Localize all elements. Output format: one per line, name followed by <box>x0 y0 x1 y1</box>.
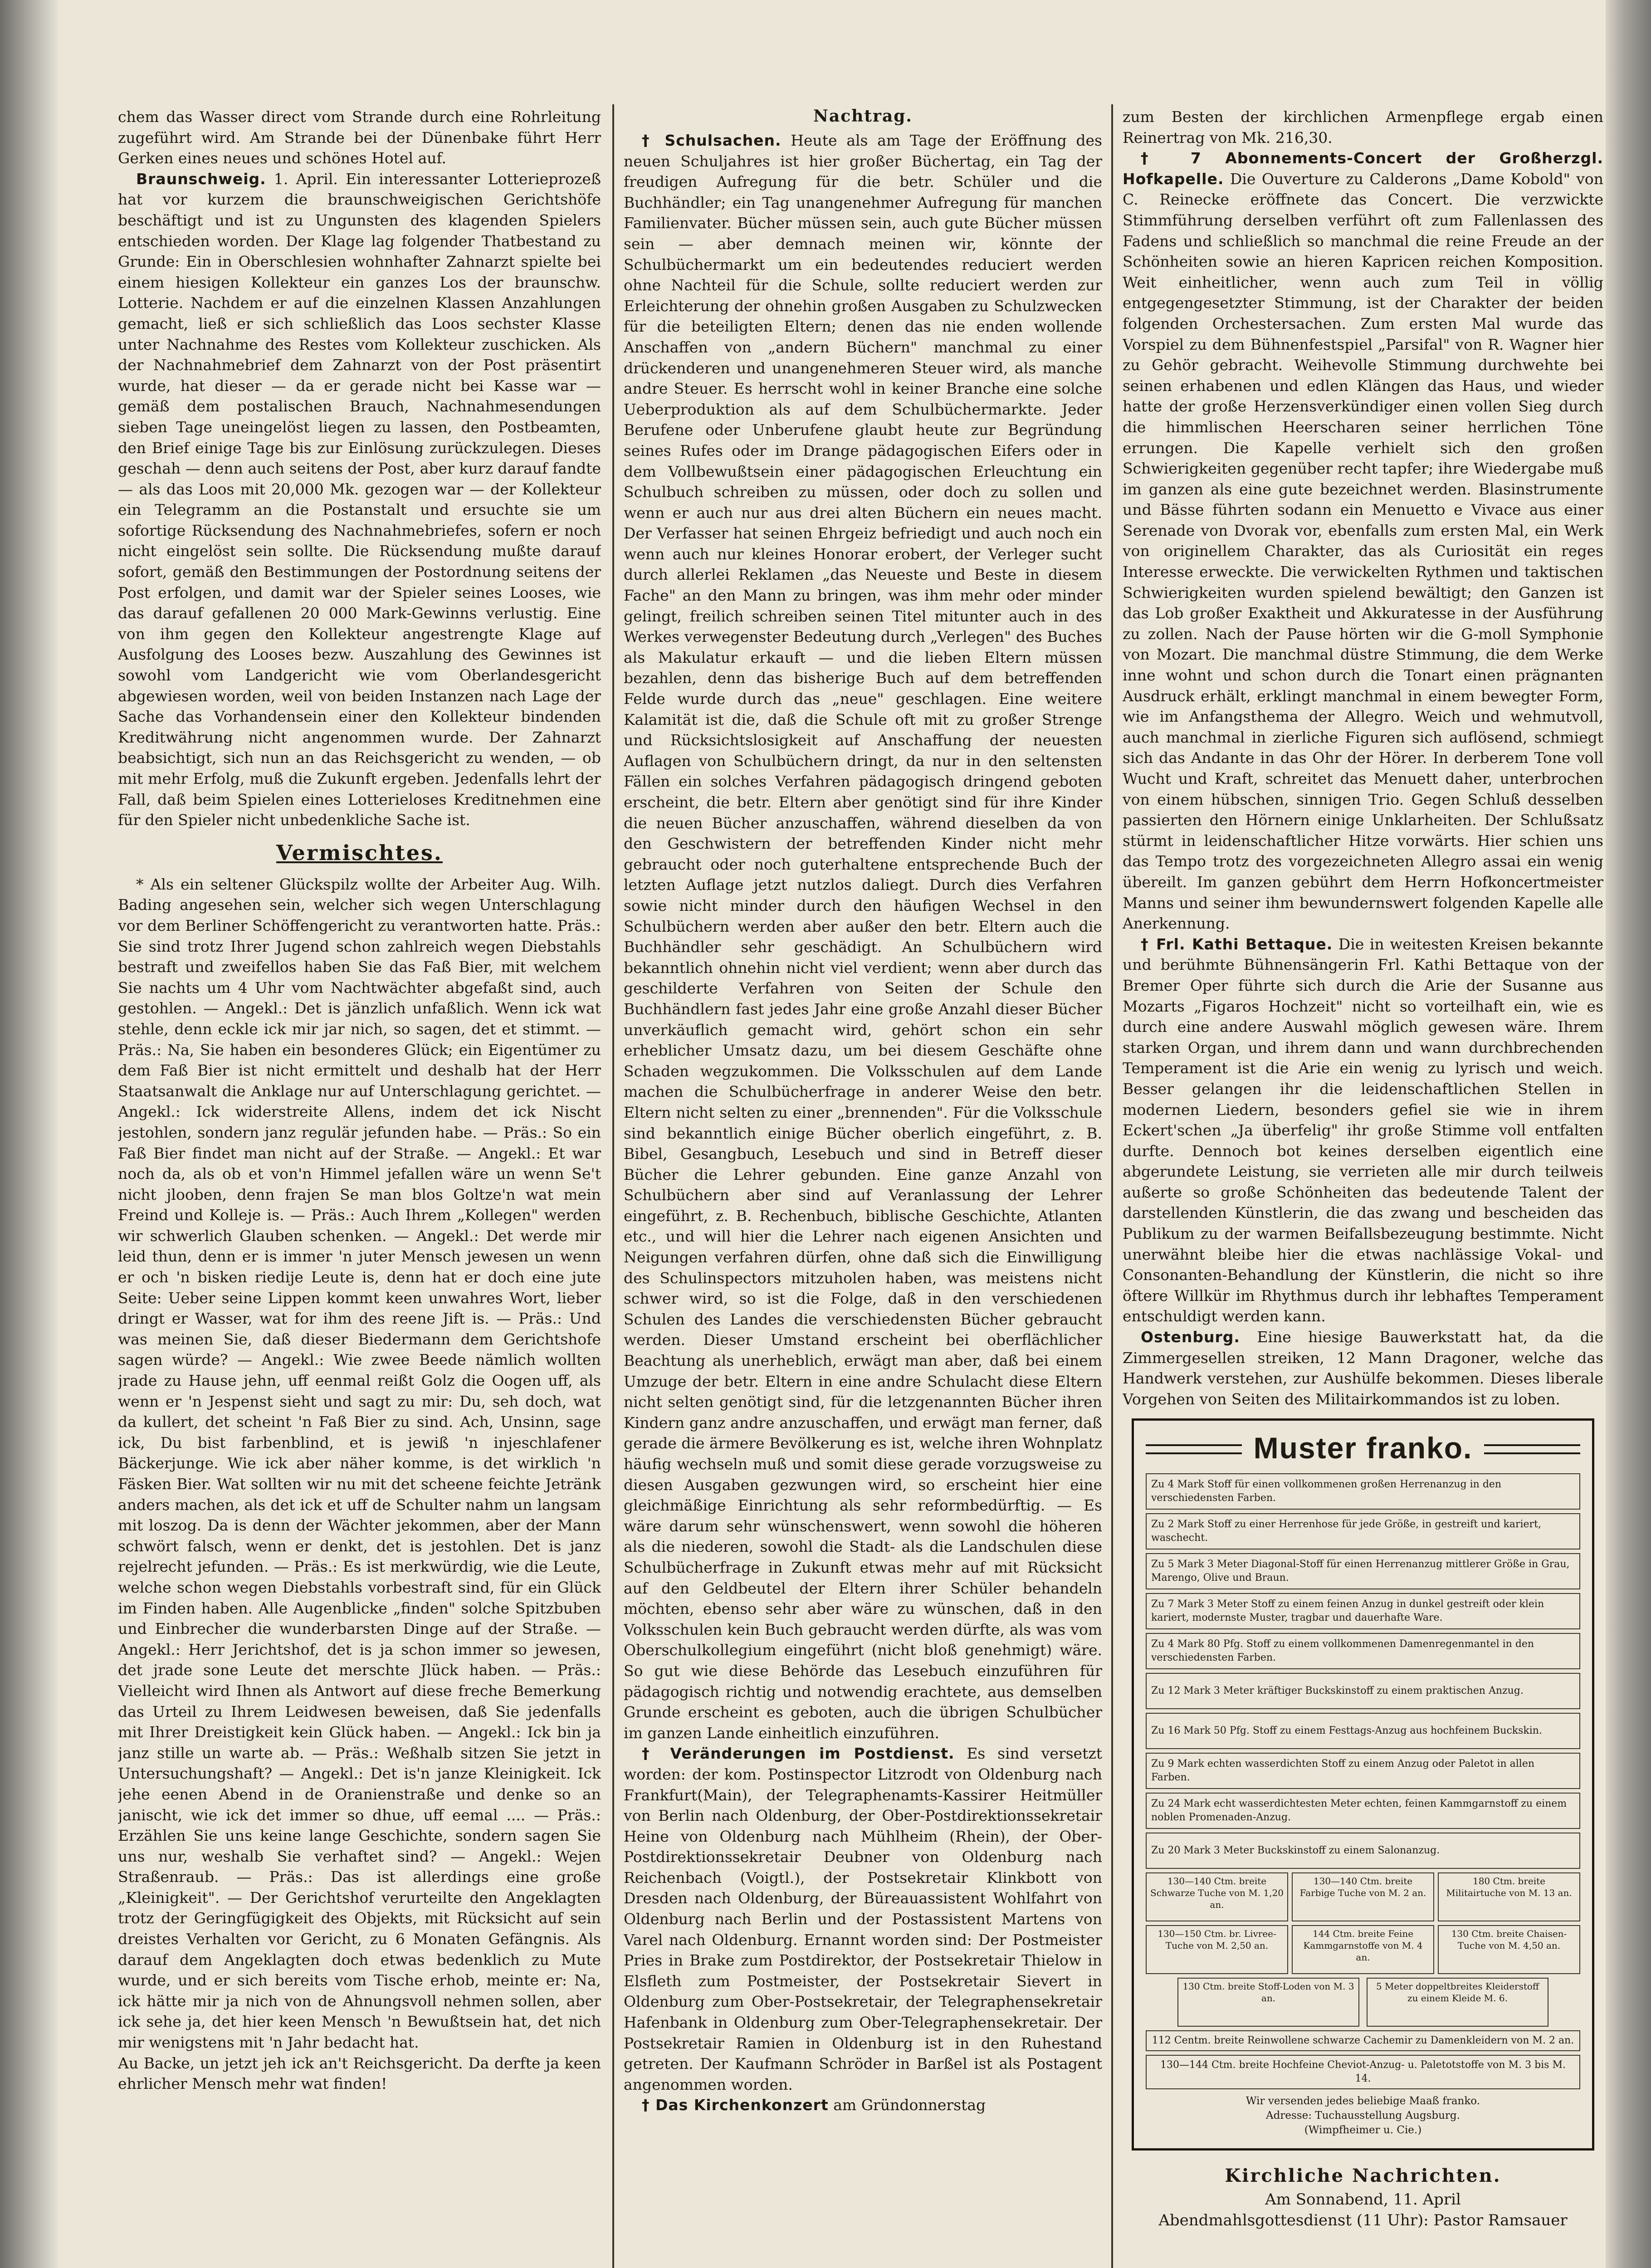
abonnement-concert-text: Die Ouverture zu Calderons „Dame Kobold" von C. Reinecke eröffnete das Concert. Die verzwickte Stimmführung derselben verführt oft zum Fallenlassen des Fadens und schließlich so manchmal die reine Freude an der Schönheiten sowie an hieren Kapricen reichen Komposition. Weit einheitlicher, wenn auch zum Teil in völlig entgegengesetzter Stimmung, ist der Charakter der beiden folgenden Orchestersachen. Zum ersten Mal wurde das Vorspiel zu dem Bühnenfestspiel „Parsifal" von R. Wagner hier zu Gehör gebracht. Weihevolle Stimmung durchwehte bei seinen erhabenen und edlen Klängen das Haus, und wieder hatte der große Herzensverkündiger einen vollen Sieg durch die himmlischen Heerscharen seiner herrlichen Töne errungen. Die Kapelle verhielt sich den großen Schwierigkeiten gegenüber recht tapfer; ihre Wiedergabe muß im ganzen als eine gute bezeichnet werden. Blasinstrumente und Bässe führten sodann ein Menuetto e Vivace aus einer Serenade von Dvorak vor, ebenfalls zum ersten Mal, ein Werk von originellem Charakter, das als Curiosität ein reges Interesse erweckte. Die verwickelten Rythmen und taktischen Schwierigkeiten wurden spielend bewältigt; den Ganzen ist das Lob großer Exaktheit und Akkuratesse in der Ausführung zu zollen. Nach der Pause hörten wir die G-moll Symphonie von Mozart. Die manchmal düstre Stimmung, die dem Werke inne wohnt und schon durch die Tonart einen prägnanten Ausdruck erhält, erklingt manchmal in einem bewegter Form, wie im Anfangsthema der Allegro. Weich und wehmutvoll, auch manchmal in zierliche Figuren sich auflösend, schmiegt sich das Andante in das Ohr der Hörer. In derberem Tone voll Wucht und Kraft, schreitet das Menuett daher, unterbrochen von einem hübschen, sinnigen Trio. Gegen Schluß desselben passierten den Hörnern einige Unklarheiten. Der Schlußsatz stürmt in leidenschaftlicher Hitze vorwärts. Hier schien uns das Tempo trotz des vorgezeichneten Allegro assai ein wenig übereilt. Im ganzen gebührt dem Herrn Hofkoncertmeister Manns und seiner ihm bewundernswert folgenden Kapelle alle Anerkennung. <box>1123 170 1603 933</box>
ad-cell: 130—140 Ctm. breite Schwarze Tuche von M. 1,20 an. <box>1146 1872 1288 1921</box>
ostenburg-heading: Ostenburg. <box>1141 1328 1240 1346</box>
kirchenkonzert-heading: † Das Kirchenkonzert <box>642 2096 829 2114</box>
ad-footer <box>1146 2094 1580 2137</box>
ostenburg-article <box>1123 1327 1603 1409</box>
ad-row: Zu 16 Mark 50 Pfg. Stoff zu einem Festtags-Anzug aus hochfeinem Buckskin. <box>1146 1713 1580 1749</box>
bettaque-heading: † Frl. Kathi Bettaque. <box>1141 935 1333 953</box>
ad-grid-row-1 <box>1146 1872 1580 1921</box>
kirchliche-nachrichten-heading: Kirchliche Nachrichten. <box>1225 2165 1501 2187</box>
nachtrag-heading: Nachtrag. <box>813 107 913 126</box>
book-edge-right <box>1606 0 1651 2268</box>
kirchliche-nachrichten-service: Abendmahlsgottesdienst (11 Uhr): Pastor Ramsauer <box>1158 2211 1568 2230</box>
ad-row: Zu 20 Mark 3 Meter Buckskinstoff zu einem Salonanzug. <box>1146 1833 1580 1869</box>
ad-row: Zu 12 Mark 3 Meter kräftiger Buckskinstoff zu einem praktischen Anzug. <box>1146 1673 1580 1709</box>
vermischtes-heading: Vermischtes. <box>276 840 443 865</box>
ad-row: Zu 4 Mark 80 Pfg. Stoff zu einem vollkommenen Damenregenmantel in den verschiedensten Farben. <box>1146 1633 1580 1669</box>
vermischtes-text: * Als ein seltener Glückspilz wollte der Arbeiter Aug. Wilh. Bading angesehen sein, welcher sich wegen Unterschlagung vor dem Berliner Schöffengericht zu verantworten hatte. Präs.: Sie sind trotz Ihrer Jugend schon zahlreich wegen Diebstahls bestraft und zweifellos haben Sie das Faß Bier, mit welchem Sie nachts um 4 Uhr vom Nachtwächter abgefaßt sind, auch gestohlen. — Angekl.: Det is jänzlich unfaßlich. Wenn ick wat stehle, denn eckle ick mir jar nich, so sagen, det et stimmt. — Präs.: Na, Sie haben ein besonderes Glück; ein Eigentümer zu dem Faß Bier ist nicht ermittelt und deshalb hat der Herr Staatsanwalt die Anklage nur auf Unterschlagung gerichtet. — Angekl.: Ick widerstreite Allens, indem det ick Nischt jestohlen, sondern janz regulär jefunden habe. — Präs.: So ein Faß Bier findet man nicht auf der Straße. — Angekl.: Et war noch da, als ob et von'n Himmel jefallen wäre un wenn Se't nicht jlooben, denn frajen Se man blos Goltze'n wat mein Freind und Kolleje is. — Präs.: Auch Ihrem „Kollegen" werden wir schwerlich Glauben schenken. — Angekl.: Det werde mir leid thun, denn er is immer 'n juter Mensch jewesen un wenn er och 'n bisken riedije Leute is, denn hat er doch eine jute Seite: Ueber seine Lippen kommt keen unwahres Wort, lieber dringt er Wasser, wat for ihm des reene Jift is. — Präs.: Und was meinen Sie, daß dieser Biedermann dem Gerichtshofe sagen würde? — Angekl.: Wie zwee Beede nämlich wollten jrade zu Hause jehn, uff eenmal reißt Golz die Oogen uff, als wenn er 'n Jespenst sieht und sagt zu mir: Du, seh doch, wat da kullert, det scheint 'n Faß Bier zu sind. Ach, Unsinn, sage ick, Du bist farbenblind, et is jewiß 'n injeschlafener Bäckerjunge. Wie ick aber näher komme, is det wirklich 'n Fäsken Bier. Wat sollten wir nu mit det scheene feichte Jetränk anders machen, als det ick et uff de Schulter nahm un langsam mit loszog. Da is denn der Wächter jekommen, aber der Mann schwört falsch, wenn er denkt, det is jestohlen. Det is janz rejelrecht jefunden. — Präs.: Es ist merkwürdig, wie die Leute, welche schon wegen Diebstahls vorbestraft sind, für ein Glück im Finden haben. Alle Augenblicke „finden" solche Spitzbuben und Einbrecher die wunderbarsten Dinge auf der Straße. — Angekl.: Herr Jerichtshof, det is ja schon immer so jewesen, det jrade sone Leute det merschte Jlück haben. — Präs.: Vielleicht wird Ihnen als Antwort auf diese freche Bemerkung das Urteil zu Ihrem Leidwesen beweisen, daß Sie jedenfalls mit Ihrer Dreistigkeit kein Glück haben. — Angekl.: Ick bin ja janz stille un warte ab. — Präs.: Weßhalb sitzen Sie jetzt in Untersuchungshaft? — Angekl.: Det is'n janze Kleinigkeit. Ick jehe eenen Abend in de Oranienstraße und denke so an janischt, wie ick det immer so dhue, uff eemal .... — Präs.: Erzählen Sie uns keine lange Geschichte, sondern sagen Sie uns nur, weshalb Sie verhaftet sind? — Angekl.: Wejen Straßenraub. — Präs.: Das ist allerdings eine große „Kleinigkeit". — Der Gerichtshof verurteilte den Angeklagten trotz der Geringfügigkeit des Objekts, mit Rücksicht auf sein dreistes Verhalten vor Gericht, zu 6 Monaten Gefängnis. Als darauf dem Angeklagten doch etwas bedenklich zu Mute wurde, und er sich bereits vom Tische erhob, meinte er: Na, ick hätte mir ja nich von de Ahnungsvoll nehmen sollen, aber ick sehe ja, det hier keen Mensch 'n Bewußtsein hat, det nich mir wenigstens mit 'n Jahr bedacht hat. <box>118 875 601 2052</box>
abonnement-concert-heading: † 7 Abonnements-Concert der Großherzgl. Hofkapelle. <box>1123 149 1603 188</box>
kirchenkonzert-text: am Gründonnerstag <box>833 2096 986 2114</box>
book-gutter-left <box>0 0 59 2268</box>
ad-cell: 130 Ctm. breite Chaisen-Tuche von M. 4,50 an. <box>1438 1925 1580 1974</box>
abonnement-concert-article <box>1123 148 1603 934</box>
ad-cell: 144 Ctm. breite Feine Kammgarnstoffe von M. 4 an. <box>1292 1925 1434 1974</box>
bettaque-article <box>1123 934 1603 1327</box>
schulsachen-heading: † Schulsachen. <box>642 132 782 149</box>
ad-row: Zu 4 Mark Stoff für einen vollkommenen großen Herrenanzug in den verschiedensten Farben. <box>1146 1473 1580 1510</box>
braunschweig-article <box>118 169 601 831</box>
ad-cell: 5 Meter doppeltbreites Kleiderstoff zu einem Kleide M. 6. <box>1367 1978 1548 2027</box>
braunschweig-text: 1. April. Ein interessanter Lotterieprozeß hat vor kurzem die braunschweigischen Gerichtshöfe beschäftigt und ist zu Ungunsten des klagenden Spielers entschieden worden. Der Klage lag folgender Thatbestand zu Grunde: Ein in Oberschlesien wohnhafter Zahnarzt spielte bei einem hiesigen Kollekteur ein ganzes Los der braunschw. Lotterie. Nachdem er auf die einzelnen Klassen Anzahlungen gemacht, ließ er sich schließlich das Loos sechster Klasse unter Nachnahme des Restes vom Kollekteur zuschicken. Als der Nachnahmebrief dem Zahnarzt von der Post präsentirt wurde, hat dieser — da er gerade nicht bei Kasse war — gemäß dem postalischen Brauch, Nachnahmesendungen sieben Tage uneingelöst liegen zu lassen, den Postbeamten, den Brief einige Tage bis zur Einlösung zurückzulegen. Dieses geschah — denn auch seitens der Post, aber kurz darauf fandte — als das Loos mit 20,000 Mk. gezogen war — der Kollekteur ein Telegramm an die Postanstalt und ersuchte sie um sofortige Rücksendung des Nachnahmebriefes, sofern er noch nicht eingelöst sein sollte. Die Rücksendung mußte darauf sofort, gemäß den Bestimmungen der Postordnung seitens der Post erfolgen, und damit war der Spieler seines Looses, wie das darauf gefallenen 20 000 Mark-Gewinns verlustig. Eine von ihm gegen den Kollekteur angestrengte Klage auf Ausfolgung des Looses bezw. Auszahlung des Gewinnes ist sowohl vom Landgericht wie vom Oberlandesgericht abgewiesen worden, weil von beiden Instanzen nach Lage der Sache das Vorhandensein einer den Kollekteur bindenden Kreditwährung nicht angenommen wurde. Der Zahnarzt beabsichtigt, sich nun an das Reichsgericht zu wenden, — ob mit mehr Erfolg, muß die Zukunft ergeben. Jedenfalls lehrt der Fall, daß beim Spielen eines Lotterieloses Kreditnehmen eine für den Spieler nicht unbedenkliche Sache ist. <box>118 170 601 829</box>
column-2 <box>624 107 1102 2268</box>
ad-footer-line-3: (Wimpfheimer u. Cie.) <box>1304 2124 1422 2136</box>
ad-title <box>1146 1431 1580 1465</box>
vermischtes-closing: Au Backe, un jetzt jeh ick an't Reichsgericht. Da derfte ja keen ehrlicher Mensch mehr wat finden! <box>118 2054 601 2093</box>
ad-row: Zu 7 Mark 3 Meter Stoff zu einem feinen Anzug in dunkel gestreift oder klein kariert, modernste Muster, tragbar und dauerhafte Ware. <box>1146 1593 1580 1629</box>
ad-title-text: Muster franko. <box>1242 1431 1485 1465</box>
schulsachen-article <box>624 130 1102 1743</box>
ad-grid-row-3 <box>1146 1978 1580 2027</box>
bettaque-text: Die in weitesten Kreisen bekannte und berühmte Bühnensängerin Frl. Kathi Bettaque von der Bremer Oper führte sich durch die Arie der Susanne aus Mozarts „Figaros Hochzeit" nicht so vorteilhaft ein, wie es durch eine andere Auswahl möglich gewesen wäre. Ihrem starken Organ, und ihrem dann und wann durchbrechenden Temperament ist die Arie ein wenig zu lyrisch und weich. Besser gelangen ihr die leidenschaftlichen Stellen in modernen Liedern, besonders gefiel sie wie in ihrem Eckert'schen „Ja überfelig" ihr große Stimme voll entfalten durfte. Dennoch bot keines derselben eigentlich eine abgerundete Leistung, sie verrieten alle mir durch teilweis außerte so große Schönheiten das bedeutende Talent der darstellenden Künstlerin, die das zwang und bescheiden das Publikum zu der warmen Beifallsbezeugung bestimmte. Nicht unerwähnt bleibe hier die etwas nachlässige Vokal- und Consonanten-Behandlung der Künstlerin, die nicht so ihre öftere Willkür im Rhythmus durch ihr lebhaftes Temperament entschuldigt werden kann. <box>1123 935 1603 1325</box>
postdienst-text: Es sind versetzt worden: der kom. Postinspector Litzrodt von Oldenburg nach Frankfurt(Main), der Telegraphenamts-Kassirer Heitmüller von Berlin nach Oldenburg, der Ober-Postdirektionssekretair Heine von Oldenburg nach Mühlheim (Rhein), der Ober-Postdirektionssekretair Deubner von Oldenburg nach Reichenbach (Voigtl.), der Postsekretair Klinkbott von Dresden nach Oldenburg, der Büreauassistent Wohlfahrt von Oldenburg nach Berlin und der Postassistent Martens von Varel nach Oldenburg. Ernannt worden sind: Der Postmeister Pries in Brake zum Postdirektor, der Postsekretair Thielow in Elsfleth zum Postmeister, der Postsekretair Sievert in Oldenburg zum Ober-Postsekretair, der Telegraphensekretair Hafenbank in Oldenburg zum Ober-Telegraphensekretair. Der Postsekretair Ramien in Oldenburg ist in den Ruhestand getreten. Der Kaufmann Schröder in Barßel ist als Postagent angenommen worden. <box>624 1745 1102 2093</box>
kirchenkonzert-article <box>624 2095 1102 2116</box>
ad-grid-row-2 <box>1146 1925 1580 1974</box>
postdienst-heading: † Veränderungen im Postdienst. <box>642 1745 955 1763</box>
col3-intro-paragraph: zum Besten der kirchlichen Armenpflege ergab einen Reinertrag von Mk. 216,30. <box>1123 108 1603 147</box>
ad-cell: 180 Ctm. breite Militairtuche von M. 13 an. <box>1438 1872 1580 1921</box>
ad-wide-box-2: 130—144 Ctm. breite Hochfeine Cheviot-Anzug- u. Paletotstoffe von M. 3 bis M. 14. <box>1146 2055 1580 2089</box>
column-1 <box>118 107 601 2268</box>
newspaper-page <box>59 0 1606 2268</box>
muster-franko-advertisement <box>1132 1418 1594 2151</box>
kirchliche-nachrichten-date: Am Sonnabend, 11. April <box>1265 2190 1461 2209</box>
ad-cell: 130 Ctm. breite Stoff-Loden von M. 3 an. <box>1177 1978 1359 2027</box>
schulsachen-text: Heute als am Tage der Eröffnung des neuen Schuljahres ist hier großer Büchertag, ein Tag der freudigen Aufregung für die betr. Schüler und die Buchhändler; ein Tag unangenehmer Aufregung für manchen Familienvater. Bücher müssen sein, auch gute Bücher müssen sein — aber demnach meinen wir, könnte der Schulbüchermarkt um ein bedeutendes reduciert werden ohne Nachteil für die Schule, sollte reduciert werden zur Erleichterung der ohnehin großen Ausgaben zu Schulzwecken für die beteiligten Eltern; denen das nie enden wollende Anschaffen von „andern Büchern" manchmal zu einer drückenderen und unangenehmeren Steuer wird, als manche andre Steuer. Es herrscht wohl in keiner Branche eine solche Ueberproduktion als auf dem Schulbüchermarkte. Jeder Berufene oder Unberufene glaubt heute zur Begründung seines Rufes oder im Drange pädagogischen Eifers oder in dem Vollbewußtsein einer pädagogischen Erleuchtung ein Schulbuch schreiben zu müssen, oder doch zu sollen und wenn er auch nur aus drei alten Büchern ein neues macht. Der Verfasser hat seinen Ehrgeiz befriedigt und auch noch ein wenn auch nur kleines Honorar erobert, der Verleger sucht durch allerlei Reklamen „das Neueste und Beste in diesem Fache" an den Mann zu bringen, was ihm mehr oder minder gelingt, freilich schreiben seinen Titel mitunter auch in des Werkes verwegenster Bedeutung durch „Verlegen" des Buches als Makulatur erkauft — und die lieben Eltern müssen bezahlen, denn das bisherige Buch auf dem betreffenden Felde wurde durch das „neue" geschlagen. Eine weitere Kalamität ist die, daß die Schule oft mit zu großer Strenge und Rücksichtslosigkeit auf Anschaffung der neuesten Auflagen von Schulbüchern dringt, da nur in den seltensten Fällen ein solches Verfahren pädagogisch dringend geboten erscheint, die betr. Eltern aber genötigt sind für ihre Kinder die neuen Bücher anzuschaffen, während dieselben da von den Geschwistern der betreffenden Kinder nicht mehr gebraucht oder noch guterhaltene entsprechende Buch der letzten Auflage jetzt nutzlos daliegt. Durch dies Verfahren sowie nicht minder durch den häufigen Wechsel in den Schulbüchern werden aber außer den betr. Eltern auch die Buchhändler sehr geschädigt. An Schulbüchern wird bekanntlich ohnehin nicht viel verdient; wenn aber durch das geschilderte Verfahren von Seiten der Schule den Buchhändlern fast jedes Jahr eine große Anzahl dieser Bücher unverkäuflich gemacht wird, gehört schon ein sehr erheblicher Umsatz dazu, um bei diesem Geschäfte ohne Schaden wegzukommen. Die Volksschulen auf dem Lande machen die Schulbücherfrage in anderer Weise den betr. Eltern nicht selten zu einer „brennenden". Für die Volksschule sind bekanntlich einige Bücher oberlich eingeführt, z. B. Bibel, Gesangbuch, Lesebuch und sind in Betreff dieser Bücher die Lehrer gebunden. Eine ganze Anzahl von Schulbüchern aber sind auf Veranlassung der Lehrer eingeführt, z. B. Rechenbuch, biblische Geschichte, Atlanten etc., und will hier die Lehrer nach eigenen Ansichten und Neigungen verfahren dürfen, ohne daß sich die Einwilligung des Schulinspectors mitzuholen haben, was meistens nicht schwer wird, so ist die Folge, daß in den verschiedenen Schulen des Landes die verschiedensten Bücher gebraucht werden. Dieser Umstand erscheint bei oberflächlicher Beachtung als unerheblich, erwägt man aber, daß bei einem Umzuge der betr. Eltern in eine andre Schulacht diese Eltern nicht selten genötigt sind, für die letzgenannten Bücher ihren Kindern ganz andre anzuschaffen, und erwägt man ferner, daß gerade die ärmere Bevölkerung es ist, welche ihren Wohnplatz häufig wechseln muß und somit diese gerade vorzugsweise zu diesen Ausgaben gezwungen wird, so erscheint hier eine gleichmäßige Einrichtung als sehr reformbedürftig. — Es wäre darum sehr wünschenswert, wenn sowohl die höheren als die niederen, sowohl die Stadt- als die Landschulen diese Schulbücherfrage in Zukunft etwas mehr auf mit Rücksicht auf den Geldbeutel der Eltern ihrer Schüler behandeln möchten, ebenso sehr aber wäre zu wünschen, daß in den Volksschulen kein Buch gebraucht werden dürfte, als was vom Oberschulkollegium eingeführt (nicht bloß genehmigt) wäre. So gut wie diese Behörde das Lesebuch einzuführen für pädagogisch richtig und notwendig erachtete, aus demselben Grunde erscheint es geboten, auch die übrigen Schulbücher im ganzen Lande einheitlich einzuführen. <box>624 132 1102 1742</box>
ad-cell: 130—150 Ctm. br. Livree-Tuche von M. 2,50 an. <box>1146 1925 1288 1974</box>
ad-footer-address: Adresse: Tuchausstellung Augsburg. <box>1266 2110 1460 2122</box>
column-3 <box>1123 107 1603 2268</box>
braunschweig-heading: Braunschweig. <box>136 170 266 188</box>
ad-row: Zu 2 Mark Stoff zu einer Herrenhose für jede Größe, in gestreift und kariert, waschecht. <box>1146 1513 1580 1549</box>
ad-wide-box-1: 112 Centm. breite Reinwollene schwarze Cachemir zu Damenkleidern von M. 2 an. <box>1146 2030 1580 2051</box>
ad-row: Zu 24 Mark echt wasserdichtesten Meter echten, feinen Kammgarnstoff zu einem noblen Promenaden-Anzug. <box>1146 1793 1580 1829</box>
column-rule-2 <box>1111 104 1113 2268</box>
ad-row: Zu 5 Mark 3 Meter Diagonal-Stoff für einen Herrenanzug mittlerer Größe in Grau, Marengo, Olive und Braun. <box>1146 1553 1580 1589</box>
ad-row: Zu 9 Mark echten wasserdichten Stoff zu einem Anzug oder Paletot in allen Farben. <box>1146 1753 1580 1789</box>
ad-footer-line-1: Wir versenden jedes beliebige Maaß franko. <box>1246 2095 1480 2107</box>
column-rule-1 <box>612 104 614 2268</box>
ad-cell: 130—140 Ctm. breite Farbige Tuche von M. 2 an. <box>1292 1872 1434 1921</box>
ostenburg-text: Eine hiesige Bauwerkstatt hat, da die Zimmergesellen streiken, 12 Mann Dragoner, welche das Handwerk verstehen, zur Aushülfe bekommen. Dieses liberale Vorgehen von Seiten des Militairkommandos ist zu loben. <box>1123 1328 1603 1408</box>
col1-intro-paragraph: chem das Wasser direct vom Strande durch eine Rohrleitung zugeführt wird. Am Strande bei der Dünenbake führt Herr Gerken eines neues und schönes Hotel auf. <box>118 108 601 167</box>
postdienst-article <box>624 1743 1102 2095</box>
